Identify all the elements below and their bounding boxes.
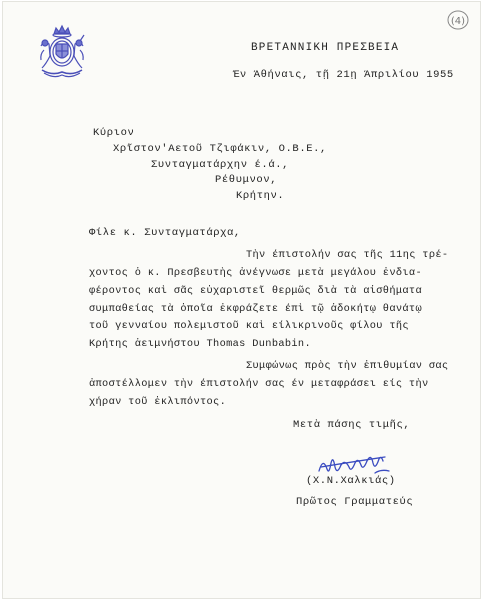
address-line: Κύριον [93, 127, 135, 139]
body-line: τοῦ γενναίου πολεμιστοῦ καὶ είλικρινοῦς φίλου τῆς [89, 320, 409, 332]
svg-text:(4): (4) [450, 16, 466, 27]
address-line: Χρῖστον'Αετοῦ Τζιφάκιν, Ο.Β.Ε., [113, 143, 327, 155]
letter-page [3, 2, 480, 598]
page-number-mark [445, 8, 471, 32]
body-line: ἀποστέλλομεν τὴν έπιστολήν σας έν μεταφράσει είς τὴν [89, 378, 429, 390]
body-line: χήραν τοῦ ἐκλιπόντος. [89, 396, 227, 408]
body-line: Τὴν έπιστολήν σας τῆς 11ης τρέ- [246, 249, 449, 261]
signer-title: Πρῶτος Γραμματεύς [296, 496, 414, 508]
embassy-name: ΒΡΕΤΑΝΝΙΚΗ ΠΡΕΣΒΕΙΑ [251, 42, 400, 54]
salutation: Φίλε κ. Συνταγματάρχα, [89, 227, 241, 239]
signer-name: (Χ.Ν.Χαλκιάς) [306, 475, 396, 487]
body-line: χοντος ὁ κ. Πρεσβευτὴς ἀνέγνωσε μετὰ μεγάλου ἐνδια- [89, 267, 422, 279]
body-line: φέροντος καὶ σᾶς εὐχαριστεῖ θερμῶς διὰ τὰ αἰσθήματα [89, 285, 422, 297]
address-line: Συνταγματάρχην έ.ά., [151, 159, 290, 171]
address-line: Κρήτην. [236, 190, 285, 202]
body-line: Κρήτης ἀειμνήστου Thomas Dunbabin. [89, 338, 311, 350]
letter-date: Έν Άθήναις, τῇ 21ῃ Άπριλίου 1955 [233, 69, 454, 81]
royal-coat-of-arms-icon [36, 24, 88, 78]
closing-line: Μετὰ πάσης τιμῆς, [293, 419, 411, 431]
body-line: συμπαθείας τὰ ὁποῖα ἐκφράζετε έπὶ τῷ ἀδοκήτῳ θανάτῳ [89, 303, 422, 315]
address-line: Ρέθυμνον, [215, 174, 278, 186]
body-line: Συμφώνως πρὸς τὴν ἐπιθυμίαν σας [246, 360, 449, 372]
